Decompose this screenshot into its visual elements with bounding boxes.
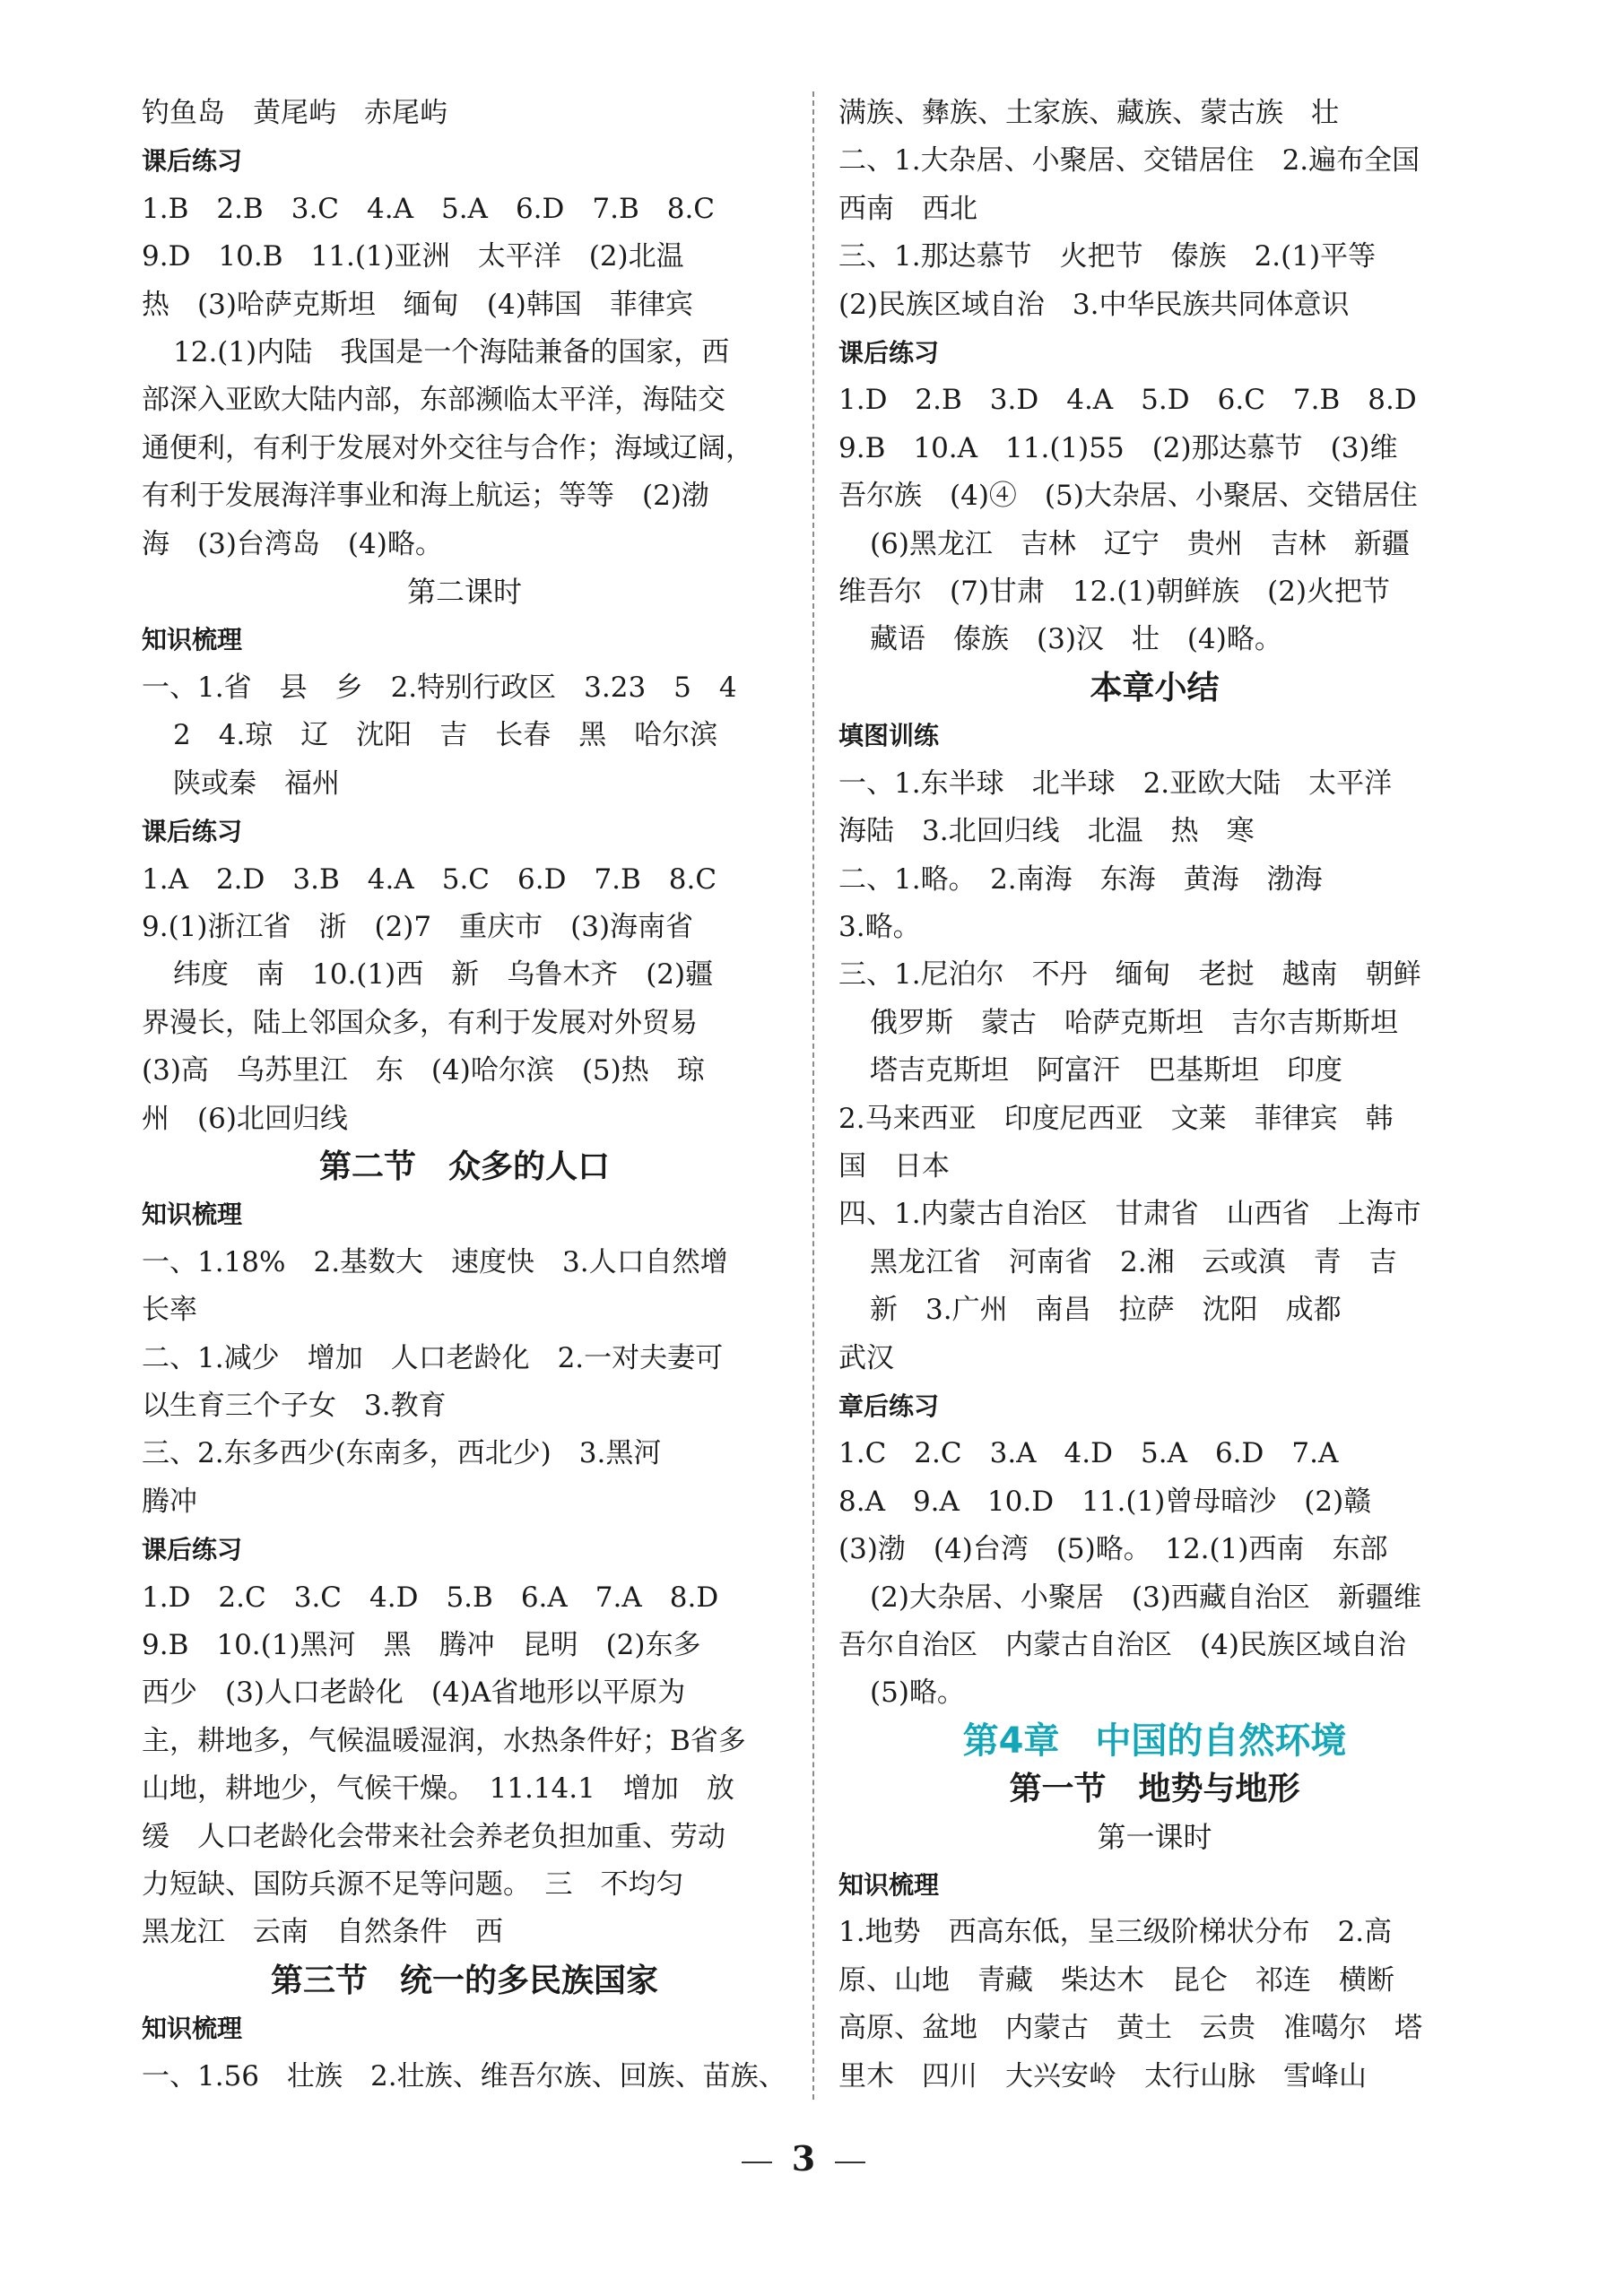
text-line: 新 3.广州 南昌 拉萨 沈阳 成都 — [870, 1294, 1342, 1327]
text-line: (3)高 乌苏里江 东 (4)哈尔滨 (5)热 琼 — [142, 1054, 705, 1087]
text-line: 通便利，有利于发展对外交往与合作；海域辽阔， — [142, 431, 753, 464]
text-line: 西南 西北 — [838, 192, 977, 225]
section-title: 本章小结 — [1090, 669, 1220, 706]
section-heading: 知识梳理 — [838, 1870, 940, 1901]
text-line: 部深入亚欧大陆内部，东部濒临太平洋，海陆交 — [142, 384, 725, 417]
footer-dash-right — [835, 2162, 865, 2163]
section-heading: 课后练习 — [142, 146, 243, 177]
column-divider — [812, 91, 814, 2100]
text-line: 二、1.减少 增加 人口老龄化 2.一对夫妻可 — [142, 1341, 724, 1374]
text-line: 有利于发展海洋事业和海上航运；等等 (2)渤 — [142, 480, 709, 513]
text-line: 纬度 南 10.(1)西 新 乌鲁木齐 (2)疆 — [173, 958, 714, 992]
text-line: 三、1.那达慕节 火把节 傣族 2.(1)平等 — [838, 240, 1377, 273]
text-line: 维吾尔 (7)甘肃 12.(1)朝鲜族 (2)火把节 — [838, 576, 1391, 609]
text-line: 吾尔族 (4)④ (5)大杂居、小聚居、交错居住 — [838, 480, 1418, 513]
text-line: 力短缺、国防兵源不足等问题。 三 不均匀 — [142, 1868, 684, 1902]
section-title: 第一节 地势与地形 — [1009, 1771, 1300, 1808]
text-line: 二、1.略。 2.南海 东海 黄海 渤海 — [838, 862, 1323, 896]
section-heading: 知识梳理 — [142, 1200, 243, 1230]
text-line: 2 4.琼 辽 沈阳 吉 长春 黑 哈尔滨 — [173, 719, 718, 752]
text-line: 1.D 2.B 3.D 4.A 5.D 6.C 7.B 8.D — [838, 384, 1417, 417]
text-line: 满族、彝族、土家族、藏族、蒙古族 壮 — [838, 97, 1339, 129]
text-line: 1.C 2.C 3.A 4.D 5.A 6.D 7.A — [838, 1437, 1339, 1470]
section-title: 第三节 统一的多民族国家 — [270, 1962, 658, 1999]
text-line: 三、1.尼泊尔 不丹 缅甸 老挝 越南 朝鲜 — [838, 958, 1421, 992]
text-line: 海 (3)台湾岛 (4)略。 — [142, 527, 443, 560]
text-line: 长率 — [142, 1294, 197, 1327]
section-heading: 课后练习 — [142, 1535, 243, 1565]
page-number-footer — [0, 2138, 1607, 2179]
text-line: 9.D 10.B 11.(1)亚洲 太平洋 (2)北温 — [142, 240, 684, 273]
text-line: 州 (6)北回归线 — [142, 1102, 348, 1135]
text-line: 3.略。 — [838, 910, 921, 943]
text-line: 9.B 10.(1)黑河 黑 腾冲 昆明 (2)东多 — [142, 1629, 701, 1661]
text-line: 西少 (3)人口老龄化 (4)A省地形以平原为 — [142, 1677, 686, 1710]
text-line: (5)略。 — [870, 1677, 965, 1710]
section-heading: 课后练习 — [142, 817, 243, 847]
footer-dash-left — [742, 2162, 772, 2163]
section-heading: 章后练习 — [838, 1391, 940, 1421]
text-line: (2)大杂居、小聚居 (3)西藏自治区 新疆维 — [870, 1581, 1421, 1614]
text-line: 界漫长，陆上邻国众多，有利于发展对外贸易 — [142, 1006, 698, 1039]
text-line: 12.(1)内陆 我国是一个海陆兼备的国家，西 — [173, 336, 730, 369]
subsection-title: 第一课时 — [1097, 1819, 1212, 1854]
text-line: 藏语 傣族 (3)汉 壮 (4)略。 — [870, 623, 1282, 656]
text-line: 塔吉克斯坦 阿富汗 巴基斯坦 印度 — [870, 1054, 1342, 1087]
text-line: 黑龙江 云南 自然条件 西 — [142, 1916, 503, 1949]
text-line: 海陆 3.北回归线 北温 热 寒 — [838, 815, 1255, 848]
page-number: 3 — [791, 2138, 816, 2179]
text-line: 缓 人口老龄化会带来社会养老负担加重、劳动 — [142, 1820, 725, 1853]
text-line: 一、1.18% 2.基数大 速度快 3.人口自然增 — [142, 1245, 728, 1278]
text-line: 1.D 2.C 3.C 4.D 5.B 6.A 7.A 8.D — [142, 1581, 719, 1614]
text-line: 原、山地 青藏 柴达木 昆仑 祁连 横断 — [838, 1963, 1394, 1997]
text-line: (2)民族区域自治 3.中华民族共同体意识 — [838, 288, 1350, 321]
text-line: 一、1.东半球 北半球 2.亚欧大陆 太平洋 — [838, 767, 1393, 800]
text-line: 武汉 — [838, 1341, 894, 1374]
text-line: 吾尔自治区 内蒙古自治区 (4)民族区域自治 — [838, 1629, 1406, 1661]
left-column — [142, 90, 787, 2101]
text-line: 陕或秦 福州 — [173, 767, 340, 800]
text-line: 9.(1)浙江省 浙 (2)7 重庆市 (3)海南省 — [142, 910, 694, 943]
text-line: 1.地势 西高东低，呈三级阶梯状分布 2.高 — [838, 1916, 1393, 1949]
section-heading: 课后练习 — [838, 338, 940, 368]
section-heading: 知识梳理 — [142, 625, 243, 655]
section-heading: 知识梳理 — [142, 2014, 243, 2044]
text-line: (6)黑龙江 吉林 辽宁 贵州 吉林 新疆 — [870, 527, 1410, 560]
text-line: 一、1.56 壮族 2.壮族、维吾尔族、回族、苗族、 — [142, 2059, 786, 2092]
subsection-title: 第二课时 — [406, 575, 522, 610]
right-column — [838, 90, 1471, 2101]
section-title: 第二节 众多的人口 — [318, 1148, 610, 1185]
text-line: 二、1.大杂居、小聚居、交错居住 2.遍布全国 — [838, 144, 1420, 178]
chapter-title: 第4章 中国的自然环境 — [962, 1720, 1347, 1762]
text-line: 俄罗斯 蒙古 哈萨克斯坦 吉尔吉斯斯坦 — [870, 1006, 1398, 1039]
text-line: 三、2.东多西少(东南多，西北少) 3.黑河 — [142, 1437, 662, 1470]
text-line: 山地，耕地少，气候干燥。 11.14.1 增加 放 — [142, 1772, 734, 1806]
text-line: 主，耕地多，气候温暖湿润，水热条件好；B省多 — [142, 1724, 746, 1757]
text-line: 黑龙江省 河南省 2.湘 云或滇 青 吉 — [870, 1245, 1397, 1278]
text-line: (3)渤 (4)台湾 (5)略。 12.(1)西南 东部 — [838, 1533, 1388, 1566]
text-line: 2.马来西亚 印度尼西亚 文莱 菲律宾 韩 — [838, 1102, 1394, 1135]
text-line: 一、1.省 县 乡 2.特别行政区 3.23 5 4 — [142, 671, 737, 704]
section-heading: 填图训练 — [838, 721, 940, 751]
text-line: 高原、盆地 内蒙古 黄土 云贵 准噶尔 塔 — [838, 2012, 1422, 2045]
text-line: 1.A 2.D 3.B 4.A 5.C 6.D 7.B 8.C — [142, 862, 717, 896]
text-line: 腾冲 — [142, 1485, 197, 1518]
text-line: 里木 四川 大兴安岭 太行山脉 雪峰山 — [838, 2059, 1367, 2092]
text-line: 以生育三个子女 3.教育 — [142, 1389, 447, 1422]
text-line: 8.A 9.A 10.D 11.(1)曾母暗沙 (2)赣 — [838, 1485, 1372, 1518]
text-line: 四、1.内蒙古自治区 甘肃省 山西省 上海市 — [838, 1198, 1421, 1231]
text-line: 热 (3)哈萨克斯坦 缅甸 (4)韩国 菲律宾 — [142, 288, 693, 321]
text-line: 1.B 2.B 3.C 4.A 5.A 6.D 7.B 8.C — [142, 192, 716, 225]
text-line: 国 日本 — [838, 1149, 950, 1183]
text-line: 9.B 10.A 11.(1)55 (2)那达慕节 (3)维 — [838, 431, 1398, 464]
text-line: 钓鱼岛 黄尾屿 赤尾屿 — [142, 97, 447, 129]
